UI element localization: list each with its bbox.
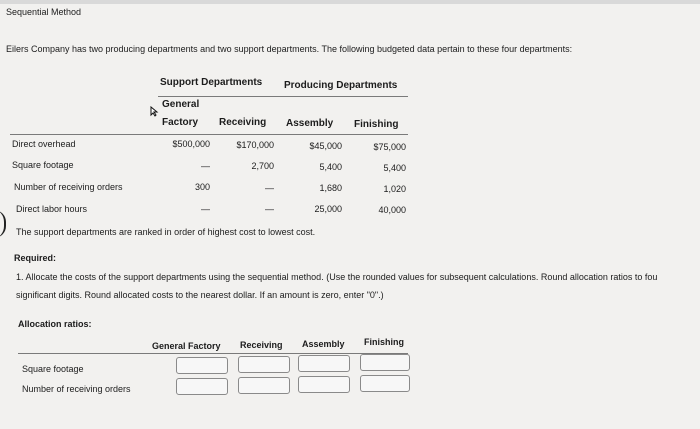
intro-text: Eilers Company has two producing departments and two support departments. The following budgeted data pertain to these four departments: <box>6 44 573 54</box>
cell-finishing: $75,000 <box>373 142 406 152</box>
required-instruction-line1: 1. Allocate the costs of the support departments using the sequential method. (Use the rounded values for subsequent calculations. Round allocation ratios to fou <box>16 272 658 282</box>
col-general-line2: Factory <box>162 117 199 128</box>
alloc-col-finishing: Finishing <box>364 337 404 347</box>
alloc-header-rule <box>18 353 408 354</box>
cell-general: — <box>201 161 210 171</box>
row-label-direct-overhead: Direct overhead <box>12 139 76 149</box>
orders-assembly-input[interactable] <box>298 376 350 393</box>
alloc-row-receiving-orders: Number of receiving orders <box>22 384 131 394</box>
cell-assembly: $45,000 <box>309 141 342 151</box>
alloc-col-receiving: Receiving <box>240 340 283 350</box>
col-assembly: Assembly <box>286 118 334 129</box>
col-general-line1: General <box>162 99 200 110</box>
cell-receiving: — <box>265 204 274 214</box>
cell-receiving: $170,000 <box>236 140 274 150</box>
orders-receiving-input[interactable] <box>238 377 290 394</box>
cell-general: 300 <box>194 182 210 192</box>
window-edge <box>0 210 6 238</box>
allocation-ratios-heading: Allocation ratios: <box>18 319 92 329</box>
cell-finishing: 5,400 <box>383 163 406 173</box>
required-instruction-line2: significant digits. Round allocated costs to the nearest dollar. If an amount is zero, enter "0".) <box>16 290 384 300</box>
col-finishing: Finishing <box>354 119 399 130</box>
col-receiving: Receiving <box>219 117 267 128</box>
square-assembly-input[interactable] <box>298 355 350 372</box>
table-header-rule <box>10 134 408 135</box>
square-receiving-input[interactable] <box>238 356 290 373</box>
header-underline <box>158 96 408 97</box>
alloc-col-assembly: Assembly <box>302 339 345 349</box>
ranking-note: The support departments are ranked in order of highest cost to lowest cost. <box>16 227 316 237</box>
cell-finishing: 40,000 <box>378 205 406 215</box>
row-label-receiving-orders: Number of receiving orders <box>14 182 123 192</box>
orders-finishing-input[interactable] <box>360 375 410 392</box>
cell-assembly: 1,680 <box>319 183 342 193</box>
row-label-square-footage: Square footage <box>12 160 74 170</box>
mouse-cursor-icon <box>150 106 159 117</box>
cell-assembly: 25,000 <box>314 204 342 214</box>
cell-receiving: 2,700 <box>251 161 274 171</box>
square-general-factory-input[interactable] <box>176 357 228 374</box>
alloc-row-square-footage: Square footage <box>22 364 84 374</box>
page-title: Sequential Method <box>6 7 82 17</box>
producing-departments-header: Producing Departments <box>284 80 398 91</box>
cell-finishing: 1,020 <box>383 184 406 194</box>
support-departments-header: Support Departments <box>160 77 263 88</box>
top-bar <box>0 0 700 4</box>
row-label-direct-labor-hours: Direct labor hours <box>16 204 88 214</box>
cell-assembly: 5,400 <box>319 162 342 172</box>
cell-general: — <box>201 204 210 214</box>
required-heading: Required: <box>14 253 57 263</box>
cell-general: $500,000 <box>172 139 210 149</box>
alloc-col-general-factory: General Factory <box>152 341 221 351</box>
square-finishing-input[interactable] <box>360 354 410 371</box>
orders-general-factory-input[interactable] <box>176 378 228 395</box>
cell-receiving: — <box>265 183 274 193</box>
